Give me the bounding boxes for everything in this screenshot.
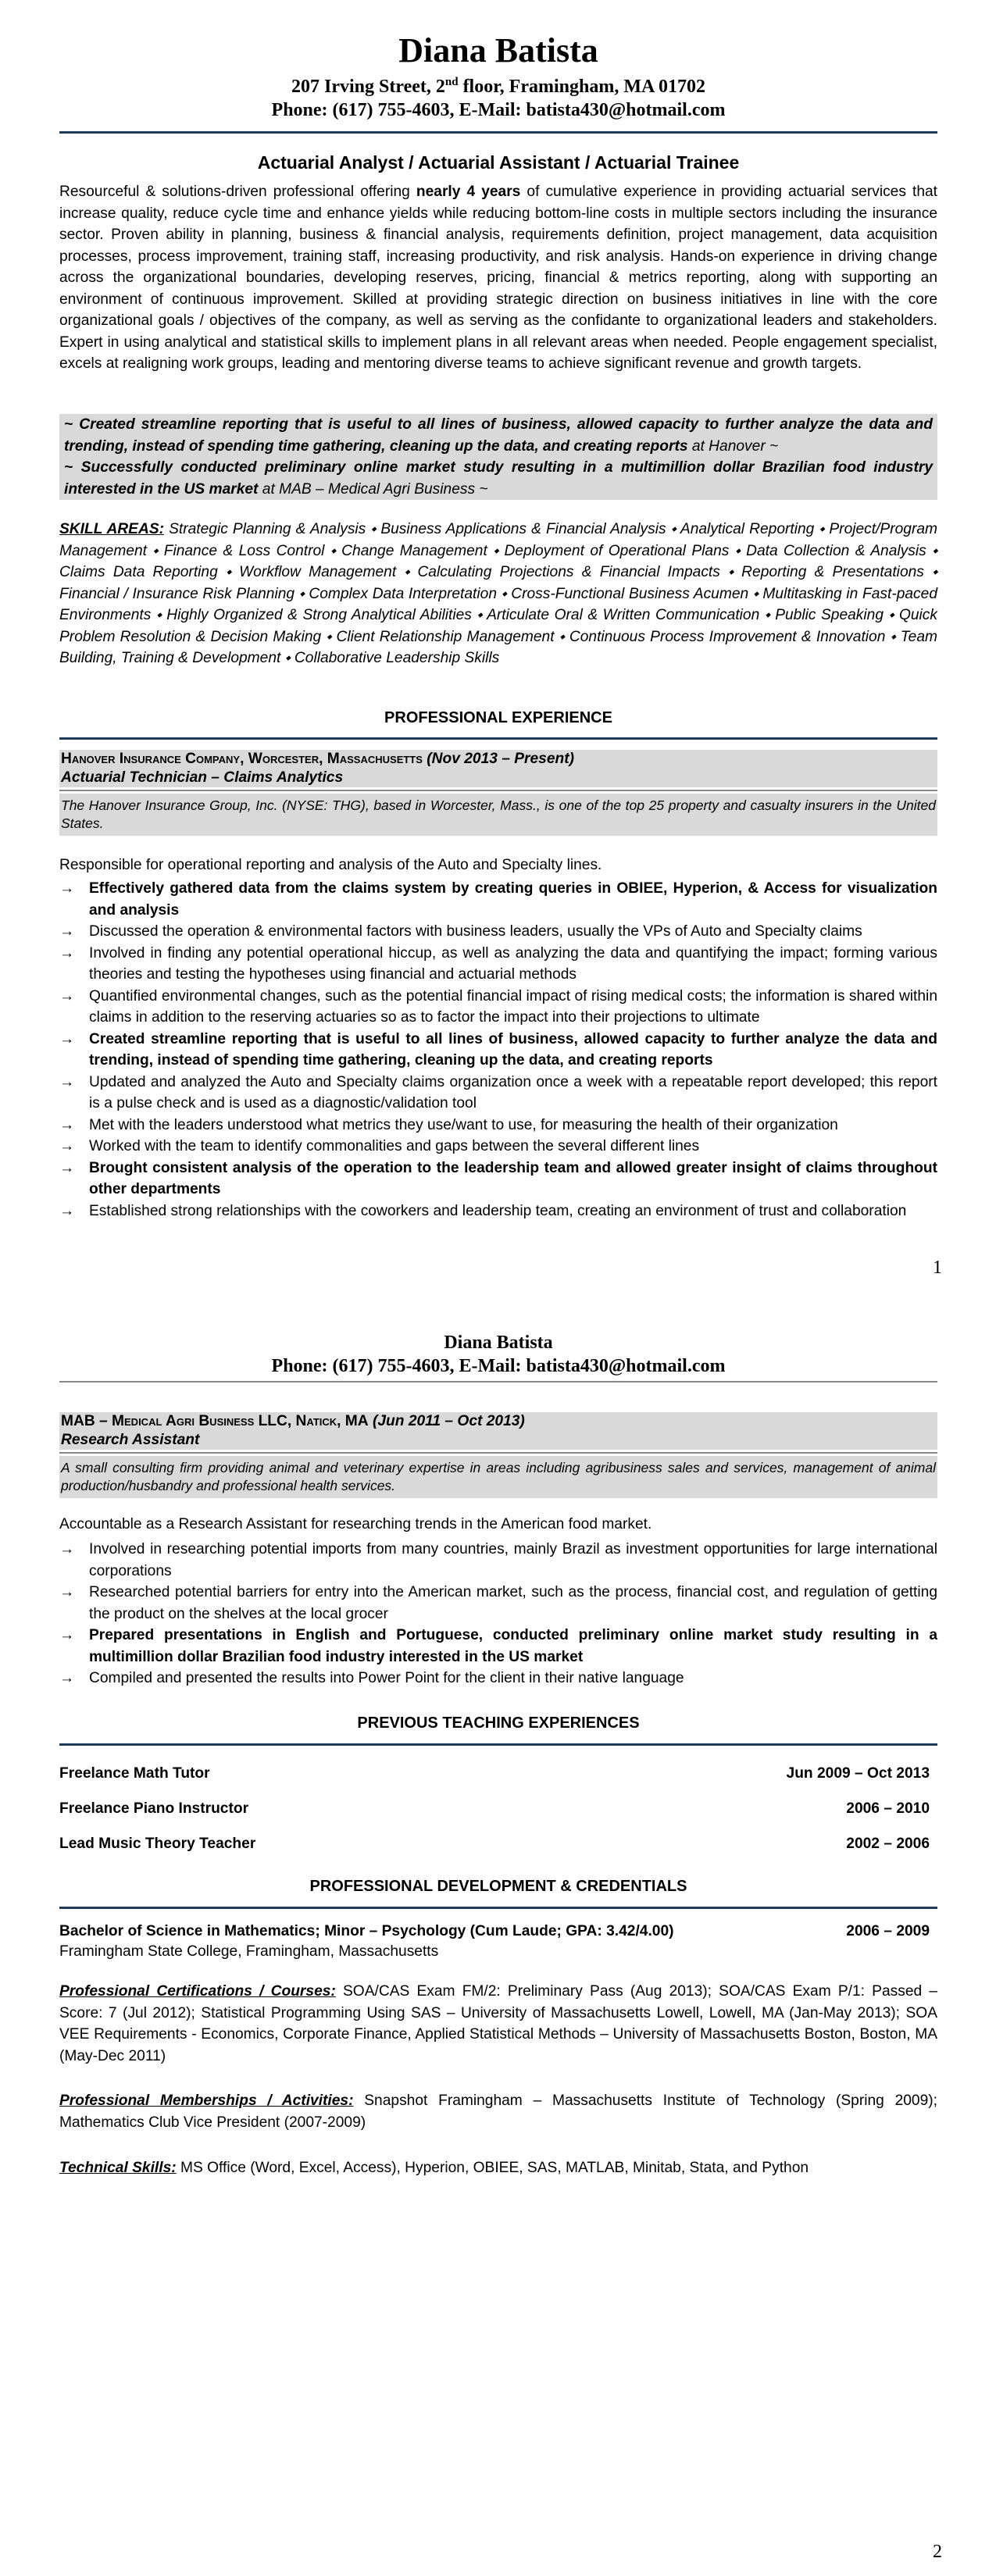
candidate-name: Diana Batista [398,31,598,70]
mab-company: MAB – Medical Agri Business LLC, Natick, MA (Jun 2011 – Oct 2013) [61,1413,525,1429]
hanover-about: The Hanover Insurance Group, Inc. (NYSE: THG), based in Worcester, Mass., is one of the top 25 property and casualty insurers in the United States. [59,794,937,836]
teaching-heading: PREVIOUS TEACHING EXPERIENCES [357,1714,640,1732]
teaching-dates: 2006 – 2010 [846,1800,930,1817]
bullet-text: Met with the leaders understood what metrics they use/want to use, for measuring the health of their organization [89,1116,838,1133]
highlight-hanover: ~ Created streamline reporting that is useful to all lines of business, allowed capacity to further analyze the data and trending, instead of spending time gathering, cleaning up the data, and creating reports at Hanover ~ [64,416,933,455]
degree-dates: 2006 – 2009 [846,1923,930,1939]
page-2 [0,1297,996,2576]
professional-experience-heading: PROFESSIONAL EXPERIENCE [384,709,612,726]
hanover-role: Actuarial Technician – Claims Analytics [61,769,344,786]
bullet-text: Prepared presentations in English and Portuguese, conducted preliminary online market study resulting in a multimillion dollar Brazilian food industry interested in the US market [89,1627,937,1665]
arrow-bullet-icon: → [59,1030,75,1047]
bullet-text: Brought consistent analysis of the operation to the leadership team and allowed greater insight of claims throughout other departments [89,1159,937,1197]
bullet-text: Created streamline reporting that is useful to all lines of business, allowed capacity to further analyze the data and trending, instead of spending time gathering, cleaning up the data, and creating reports [89,1030,937,1069]
mab-divider [59,1452,937,1454]
bullet-item [59,1029,937,1072]
contact-line: Phone: (617) 755-4603, E-Mail: batista430@hotmail.com [271,100,726,120]
target-title: Actuarial Analyst / Actuarial Assistant / Actuarial Trainee [257,152,740,173]
arrow-bullet-icon: → [59,1670,75,1686]
teaching-role: Freelance Piano Instructor [59,1800,249,1817]
arrow-bullet-icon: → [59,1627,75,1643]
bullet-item [59,986,937,1029]
teaching-dates: Jun 2009 – Oct 2013 [786,1765,930,1782]
header-divider [59,131,937,134]
hanover-bullets [59,878,937,1222]
mab-intro: Accountable as a Research Assistant for researching trends in the American food market. [59,1516,652,1532]
page2-header [59,1331,937,1378]
arrow-bullet-icon: → [59,1116,75,1133]
bullet-text: Effectively gathered data from the claims system by creating queries in OBIEE, Hyperion, & Access for visualization and analysis [89,880,937,919]
skill-areas: SKILL AREAS: Strategic Planning & Analysis ⬩ Business Applications & Financial Analysis ⬩ Analytical Reporting ⬩ Project/Program Management ⬩ Finance & Loss Control ⬩ Change Management ⬩ Deployment of Operational Plans ⬩ Data Collection & Analysis ⬩ Claims Data Reporting ⬩ Workflow Management ⬩ Calculating Projections & Financial Impacts ⬩ Reporting & Presentations ⬩ Financial / Insurance Risk Planning ⬩ Complex Data Interpretation ⬩ Cross-Functional Business Acumen ⬩ Multitasking in Fast-paced Environments ⬩ Highly Organized & Strong Analytical Abilities ⬩ Articulate Oral & Written Communication ⬩ Public Speaking ⬩ Quick Problem Resolution & Decision Making ⬩ Client Relationship Management ⬩ Continuous Process Improvement & Innovation ⬩ Team Building, Training & Development ⬩ Collaborative Leadership Skills [59,521,938,666]
teaching-list [59,1764,930,1869]
arrow-bullet-icon: → [59,1584,75,1600]
page2-name: Diana Batista [444,1333,553,1353]
arrow-bullet-icon: → [59,1159,75,1176]
page-number-2: 2 [933,2542,942,2562]
mab-role: Research Assistant [61,1432,200,1448]
address-line: 207 Irving Street, 2nd floor, Framingham, MA 01702 [291,76,705,97]
teaching-role: Freelance Math Tutor [59,1765,210,1782]
development-heading: PROFESSIONAL DEVELOPMENT & CREDENTIALS [309,1878,687,1895]
technical-skills: Technical Skills: MS Office (Word, Excel, Access), Hyperion, OBIEE, SAS, MATLAB, Minitab, Stata, and Python [59,2160,809,2176]
page2-header-divider [59,1381,937,1383]
bullet-text: Involved in finding any potential operational hiccup, as well as analyzing the data and quantifying the impact; forming various theories and testing the hypotheses using financial and actuarial methods [89,944,937,983]
degree-block [59,1921,930,1962]
arrow-bullet-icon: → [59,880,75,897]
teaching-role: Lead Music Theory Teacher [59,1836,256,1852]
mab-about: A small consulting firm providing animal and veterinary expertise in areas including agribusiness sales and services, management of animal production/husbandry and professional health services. [59,1456,937,1498]
bullet-text: Discussed the operation & environmental factors with business leaders, usually the VPs of Auto and Specialty claims [89,923,862,940]
summary-paragraph: Resourceful & solutions-driven professional offering nearly 4 years of cumulative experience in providing actuarial services that increase quality, reduce cycle time and enhance yields while reducing bottom-line costs in multiple sectors including the insurance sector. Proven ability in planning, business & financial analysis, requirements definition, project management, data acquisition processes, process improvement, training staff, increasing productivity, and risk analysis. Hands-on experience in driving change across the organizational boundaries, developing reserves, pricing, financial & metrics reporting, along with supporting an environment of continuous improvement. Skilled at providing strategic direction on business initiatives in line with the core organizational goals / objectives of the company, as well as serving as the confidante to organizational leaders and stakeholders. Expert in using analytical and statistical skills to implement plans in all relevant areas when needed. People engagement specialist, excels at realigning work groups, leading and mentoring diverse teams to achieve significant revenue and growth targets. [59,184,937,372]
bullet-item [59,921,937,943]
bullet-item [59,1136,937,1158]
bullet-text: Involved in researching potential imports from many countries, mainly Brazil as investment opportunities for large international corporations [89,1541,937,1579]
certifications: Professional Certifications / Courses: SOA/CAS Exam FM/2: Preliminary Pass (Aug 2013); SOA/CAS Exam P/1: Passed – Score: 7 (Jul 2012); Statistical Programming Using SAS – University of Massachusetts Lowell, Lowell, MA (Jan-May 2013); SOA VEE Requirements - Economics, Corporate Finance, Applied Statistical Methods – University of Massachusetts Boston, Boston, MA (May-Dec 2011) [59,1983,938,2064]
teaching-divider [59,1743,937,1746]
experience-divider [59,737,937,740]
arrow-bullet-icon: → [59,923,75,940]
arrow-bullet-icon: → [59,1541,75,1557]
resume-header [59,31,937,122]
hanover-intro: Responsible for operational reporting and analysis of the Auto and Specialty lines. [59,857,602,873]
hanover-company: Hanover Insurance Company, Worcester, Massachusetts (Nov 2013 – Present) [61,751,575,767]
mab-header-box [59,1412,937,1450]
highlights-box [59,414,937,500]
bullet-item [59,1582,937,1625]
bullet-item [59,1668,937,1689]
degree-school: Framingham State College, Framingham, Massachusetts [59,1943,439,1960]
bullet-text: Quantified environmental changes, such as the potential financial impact of rising medical costs; the information is shared within claims in addition to the reserving actuaries so as to factor the impact into their projections to ultimate [89,987,937,1026]
hanover-divider [59,790,937,791]
arrow-bullet-icon: → [59,1138,75,1154]
highlight-mab: ~ Successfully conducted preliminary online market study resulting in a multimillion dollar Brazilian food industry interested in the US market at MAB – Medical Agri Business ~ [64,459,933,498]
bullet-item [59,878,937,921]
memberships: Professional Memberships / Activities: Snapshot Framingham – Massachusetts Institute of Technology (Spring 2009); Mathematics Club Vice President (2007-2009) [59,2093,937,2131]
teaching-row [59,1764,930,1784]
bullet-item [59,1625,937,1668]
teaching-row [59,1834,930,1854]
hanover-bullet-list [59,878,937,1222]
bullet-text: Worked with the team to identify commonalities and gaps between the several different lines [89,1138,700,1154]
development-divider [59,1907,937,1909]
arrow-bullet-icon: → [59,944,75,962]
bullet-item [59,1158,937,1201]
hanover-header-box [59,750,937,787]
bullet-item [59,943,937,986]
mab-bullet-list [59,1539,937,1689]
bullet-text: Compiled and presented the results into Power Point for the client in their native language [89,1670,684,1686]
page-number-1: 1 [933,1258,942,1278]
teaching-dates: 2002 – 2006 [846,1836,930,1852]
bullet-item [59,1072,937,1115]
bullet-item [59,1539,937,1582]
page2-contact: Phone: (617) 755-4603, E-Mail: batista430@hotmail.com [271,1356,726,1376]
arrow-bullet-icon: → [59,1073,75,1090]
arrow-bullet-icon: → [59,1202,75,1219]
mab-bullets [59,1539,937,1689]
teaching-row [59,1799,930,1819]
bullet-text: Established strong relationships with the coworkers and leadership team, creating an environment of trust and collaboration [89,1202,907,1219]
degree-row [59,1921,930,1942]
bullet-item [59,1201,937,1222]
arrow-bullet-icon: → [59,987,75,1004]
bullet-text: Researched potential barriers for entry into the American market, such as the process, financial cost, and regulation of getting the product on the shelves at the local grocer [89,1584,937,1622]
bullet-text: Updated and analyzed the Auto and Specialty claims organization once a week with a repeatable report developed; this report is a pulse check and is used as a diagnostic/validation tool [89,1073,937,1111]
degree-title: Bachelor of Science in Mathematics; Minor – Psychology (Cum Laude; GPA: 3.42/4.00) [59,1923,674,1939]
bullet-item [59,1115,937,1136]
